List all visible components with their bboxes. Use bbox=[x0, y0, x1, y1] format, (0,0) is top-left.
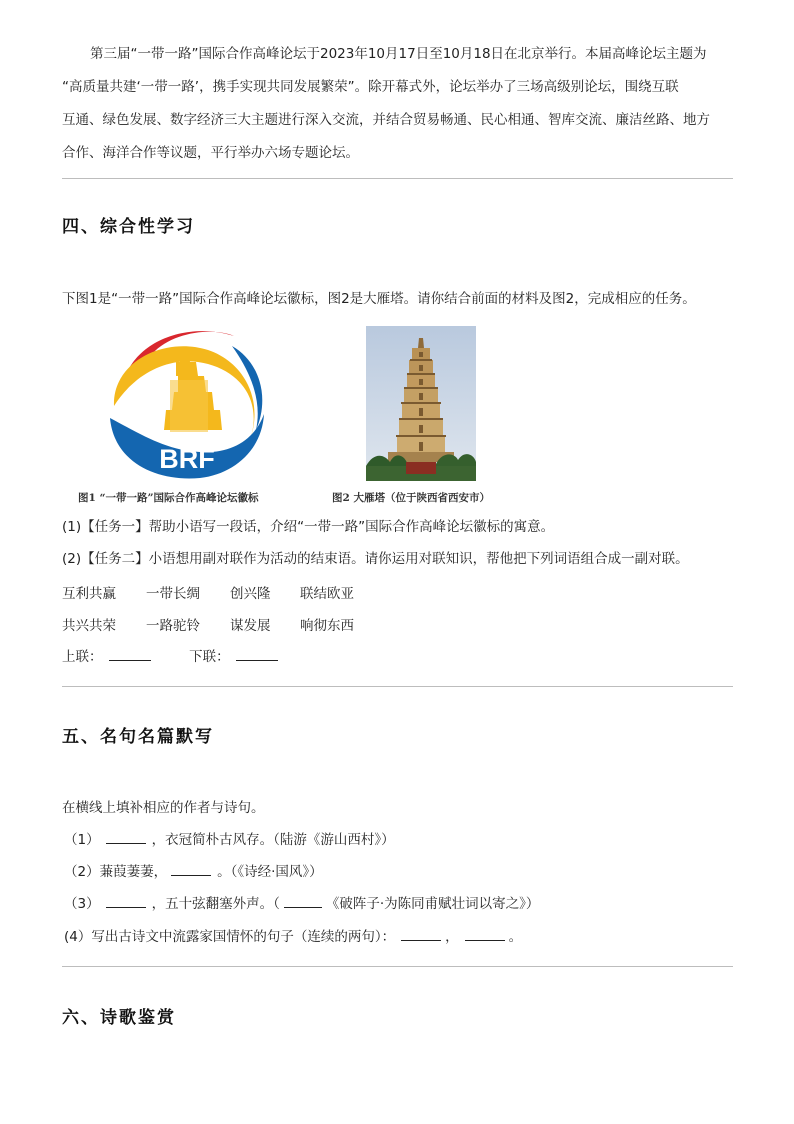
question-1-number: （1） bbox=[64, 832, 100, 848]
caption-figure-1: 图1 “一带一路”国际合作高峰论坛徽标 bbox=[78, 492, 259, 504]
intro-line-3: 互通、绿色发展、数字经济三大主题进行深入交流，并结合贸易畅通、民心相通、智库交流、廉洁丝路、地方 bbox=[62, 112, 710, 128]
question-4-blank-1[interactable] bbox=[401, 926, 441, 941]
question-3 bbox=[64, 893, 539, 914]
word-1-2: 一带长绸 bbox=[146, 586, 200, 602]
task-1: (1)【任务一】帮助小语写一段话，介绍“一带一路”国际合作高峰论坛徽标的寓意。 bbox=[62, 519, 555, 535]
question-4 bbox=[64, 926, 522, 947]
pagoda-image bbox=[366, 326, 476, 481]
question-4-text: (4）写出古诗文中流露家国情怀的句子（连续的两句）： bbox=[64, 929, 396, 945]
section-6-heading: 六、诗歌鉴赏 bbox=[62, 1008, 176, 1028]
divider bbox=[62, 686, 733, 687]
couplet-answer-line bbox=[62, 646, 278, 667]
section-5-instruction: 在横线上填补相应的作者与诗句。 bbox=[62, 800, 265, 816]
word-2-3: 谋发展 bbox=[230, 618, 271, 634]
divider bbox=[62, 966, 733, 967]
section-5-heading: 五、名句名篇默写 bbox=[62, 727, 214, 747]
caption-figure-2: 图2 大雁塔（位于陕西省西安市） bbox=[332, 492, 490, 504]
question-4-end: 。 bbox=[508, 929, 523, 945]
question-4-blank-2[interactable] bbox=[465, 926, 505, 941]
brf-logo bbox=[104, 322, 270, 480]
question-2-number: （2） bbox=[64, 864, 100, 880]
question-2-blank[interactable] bbox=[171, 861, 211, 876]
section-4-heading: 四、综合性学习 bbox=[62, 217, 195, 237]
question-2-text: 。（《诗经·国风》） bbox=[217, 864, 323, 880]
question-3-text: 《破阵子·为陈同甫赋壮词以寄之》） bbox=[325, 896, 540, 912]
lower-couplet-blank[interactable] bbox=[236, 646, 278, 661]
question-3-number: （3） bbox=[64, 896, 100, 912]
word-2-4: 响彻东西 bbox=[300, 618, 354, 634]
brf-logo-text: BRF bbox=[159, 444, 215, 474]
upper-couplet-blank[interactable] bbox=[109, 646, 151, 661]
section-4-instruction: 下图1是“一带一路”国际合作高峰论坛徽标，图2是大雁塔。请你结合前面的材料及图2，完成相应的任务。 bbox=[62, 291, 696, 307]
pagoda-photo bbox=[366, 326, 476, 481]
question-1 bbox=[64, 829, 395, 850]
divider bbox=[62, 178, 733, 179]
word-1-3: 创兴隆 bbox=[230, 586, 271, 602]
question-3-blank-2[interactable] bbox=[284, 893, 322, 908]
upper-couplet-label: 上联： bbox=[62, 649, 103, 665]
word-1-1: 互利共赢 bbox=[62, 586, 116, 602]
word-2-2: 一路驼铃 bbox=[146, 618, 200, 634]
word-2-1: 共兴共荣 bbox=[62, 618, 116, 634]
intro-line-1: 第三届“一带一路”国际合作高峰论坛于2023年10月17日至10月18日在北京举行。本届高峰论坛主题为 bbox=[90, 46, 707, 62]
brf-logo-figure bbox=[104, 322, 270, 480]
question-1-text: ，衣冠简朴古风存。（陆游《游山西村》） bbox=[151, 832, 395, 848]
question-3-middle: ，五十弦翻塞外声。（ bbox=[151, 896, 280, 912]
word-1-4: 联结欧亚 bbox=[300, 586, 354, 602]
question-3-blank-1[interactable] bbox=[106, 893, 146, 908]
task-2: (2)【任务二】小语想用副对联作为活动的结束语。请你运用对联知识，帮他把下列词语组合成一副对联。 bbox=[62, 551, 689, 567]
lower-couplet-label: 下联： bbox=[189, 649, 230, 665]
intro-line-2: “高质量共建‘一带一路’，携手实现共同发展繁荣”。除开幕式外，论坛举办了三场高级别论坛，围绕互联 bbox=[62, 79, 679, 95]
question-4-separator: ， bbox=[445, 929, 459, 945]
question-1-blank[interactable] bbox=[106, 829, 146, 844]
intro-line-4: 合作、海洋合作等议题，平行举办六场专题论坛。 bbox=[62, 145, 359, 161]
question-2 bbox=[64, 861, 323, 882]
question-2-prefix: 蒹葭萋萋， bbox=[99, 864, 168, 880]
